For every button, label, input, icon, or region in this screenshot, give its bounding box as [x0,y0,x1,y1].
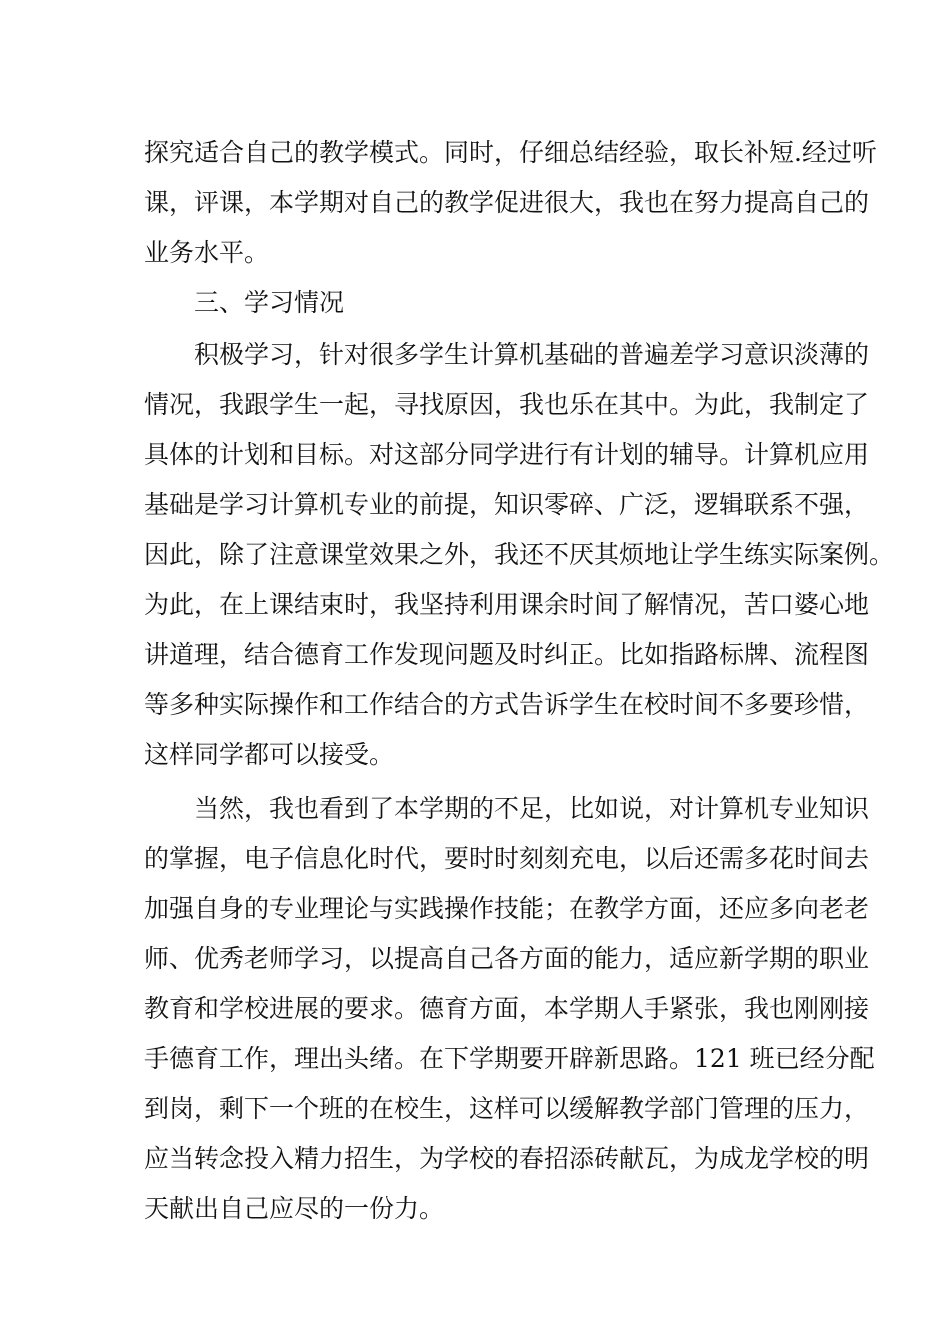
paragraph-line: 情况，我跟学生一起，寻找原因，我也乐在其中。为此，我制定了 [144,390,870,419]
paragraph-line: 基础是学习计算机专业的前提，知识零碎、广泛，逻辑联系不强， [144,490,870,519]
section-heading: 三、学习情况 [194,288,345,317]
paragraph-line: 天献出自己应尽的一份力。 [144,1194,445,1223]
paragraph-line: 加强自身的专业理论与实践操作技能；在教学方面，还应多向老老 [144,894,870,923]
paragraph-study [144,330,895,780]
paragraph-line: 讲道理，结合德育工作发现问题及时纠正。比如指路标牌、流程图 [144,640,870,669]
paragraph-line: 课，评课，本学期对自己的教学促进很大，我也在努力提高自己的 [144,188,870,217]
paragraph-line: 的掌握，电子信息化时代，要时时刻刻充电，以后还需多花时间去 [144,844,870,873]
paragraph-line: 业务水平。 [144,238,270,267]
paragraph-line: 到岗，剩下一个班的在校生，这样可以缓解教学部门管理的压力， [144,1094,870,1123]
paragraph-line: 手德育工作，理出头绪。在下学期要开辟新思路。121 班已经分配 [144,1044,875,1073]
paragraph-line: 具体的计划和目标。对这部分同学进行有计划的辅导。计算机应用 [144,440,870,469]
section-heading-study [144,278,808,328]
paragraph-line: 等多种实际操作和工作结合的方式告诉学生在校时间不多要珍惜， [144,690,870,719]
paragraph-line: 因此，除了注意课堂效果之外，我还不厌其烦地让学生练实际案例。 [144,540,895,569]
paragraph-line: 应当转念投入精力招生，为学校的春招添砖献瓦，为成龙学校的明 [144,1144,870,1173]
paragraph-line: 积极学习，针对很多学生计算机基础的普遍差学习意识淡薄的 [194,340,870,369]
paragraph-line: 当然，我也看到了本学期的不足，比如说，对计算机专业知识 [194,794,870,823]
body-text [144,128,895,1234]
paragraph-line: 探究适合自己的教学模式。同时，仔细总结经验，取长补短.经过听 [144,138,877,167]
paragraph-line: 这样同学都可以接受。 [144,740,395,769]
paragraph-shortcomings [144,784,875,1234]
paragraph-line: 为此，在上课结束时，我坚持利用课余时间了解情况，苦口婆心地 [144,590,870,619]
paragraph-line: 师、优秀老师学习，以提高自己各方面的能力，适应新学期的职业 [144,944,870,973]
paragraph-continued [144,128,877,278]
paragraph-line: 教育和学校进展的要求。德育方面，本学期人手紧张，我也刚刚接 [144,994,870,1023]
